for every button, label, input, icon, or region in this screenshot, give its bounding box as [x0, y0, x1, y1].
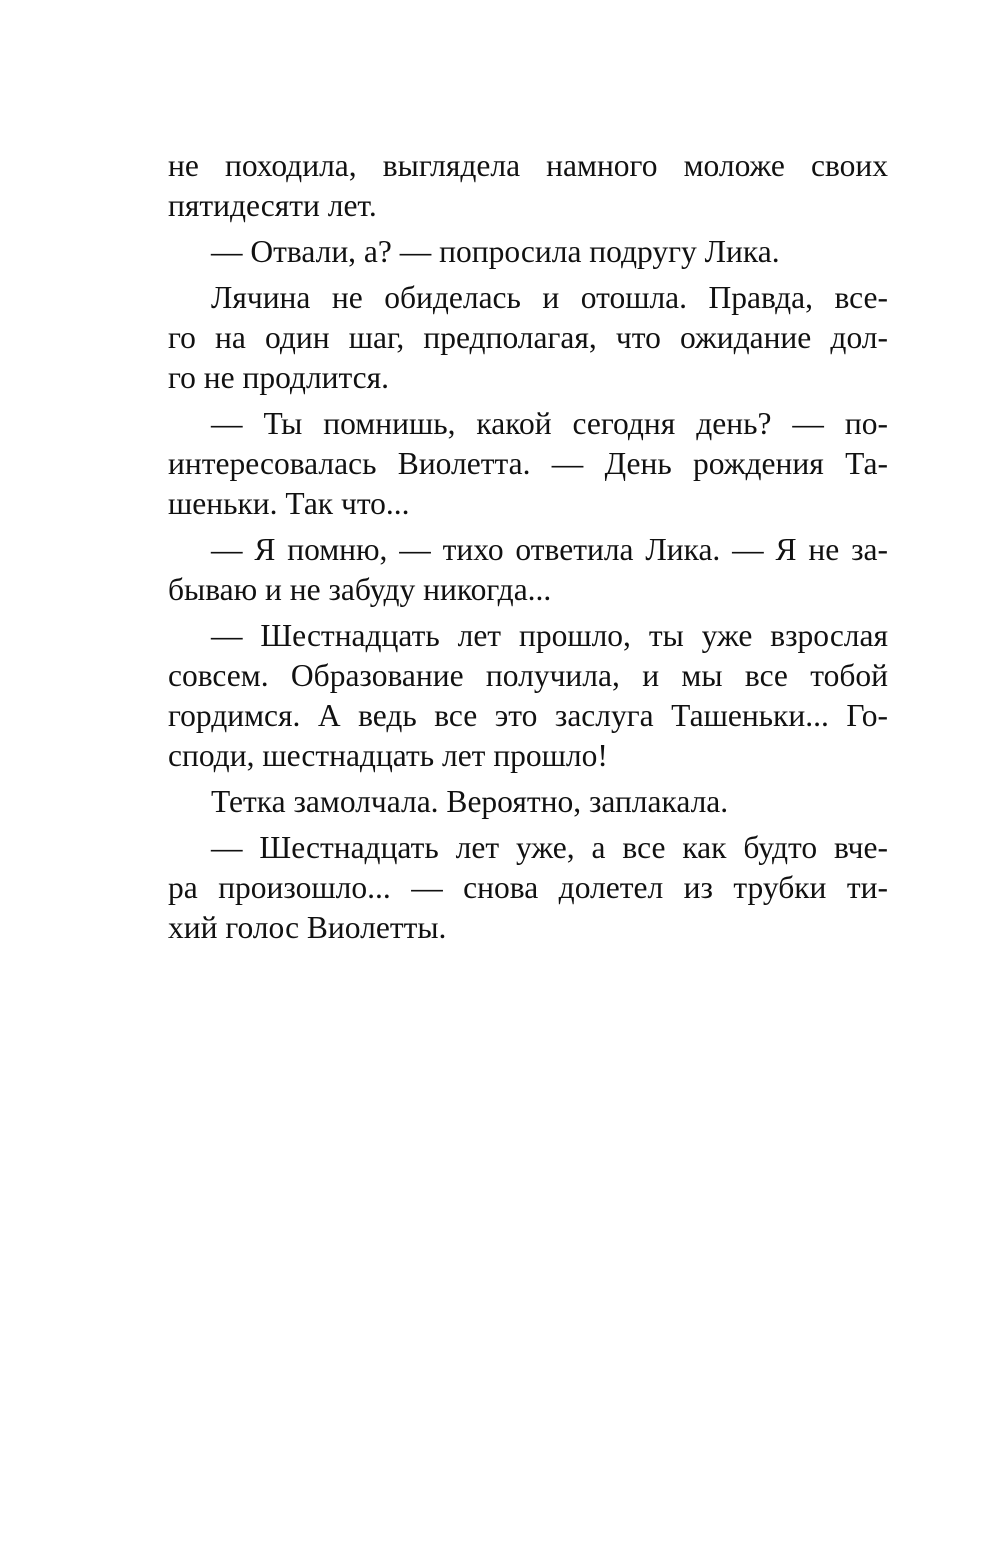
text-line: го на один шаг, предполагая, что ожидание дол- — [168, 320, 888, 355]
text-line: хий голос Виолетты. — [168, 910, 447, 945]
body-text — [168, 146, 888, 948]
text-line: — Ты помнишь, какой сегодня день? — по- — [211, 406, 888, 441]
text-line: Лячина не обиделась и отошла. Правда, все- — [211, 280, 888, 315]
text-line: — Я помню, — тихо ответила Лика. — Я не за- — [211, 532, 888, 567]
text-line: — Шестнадцать лет прошло, ты уже взрослая — [211, 618, 888, 653]
text-line: гордимся. А ведь все это заслуга Ташеньки... Го- — [168, 698, 888, 733]
text-line: — Отвали, а? — попросила подругу Лика. — [211, 234, 780, 269]
text-line: Тетка замолчала. Вероятно, заплакала. — [211, 784, 729, 819]
text-line: бываю и не забуду никогда... — [168, 572, 552, 607]
text-line: го не продлится. — [168, 360, 390, 395]
text-line: не походила, выглядела намного моложе своих — [168, 148, 888, 183]
text-line: пятидесяти лет. — [168, 188, 377, 223]
text-line: шеньки. Так что... — [168, 486, 410, 521]
text-line: интересовалась Виолетта. — День рождения Та- — [168, 446, 888, 481]
text-line: — Шестнадцать лет уже, а все как будто вче- — [211, 830, 888, 865]
text-line: споди, шестнадцать лет прошло! — [168, 738, 608, 773]
text-line: совсем. Образование получила, и мы все тобой — [168, 658, 888, 693]
text-line: ра произошло... — снова долетел из трубки ти- — [168, 870, 888, 905]
